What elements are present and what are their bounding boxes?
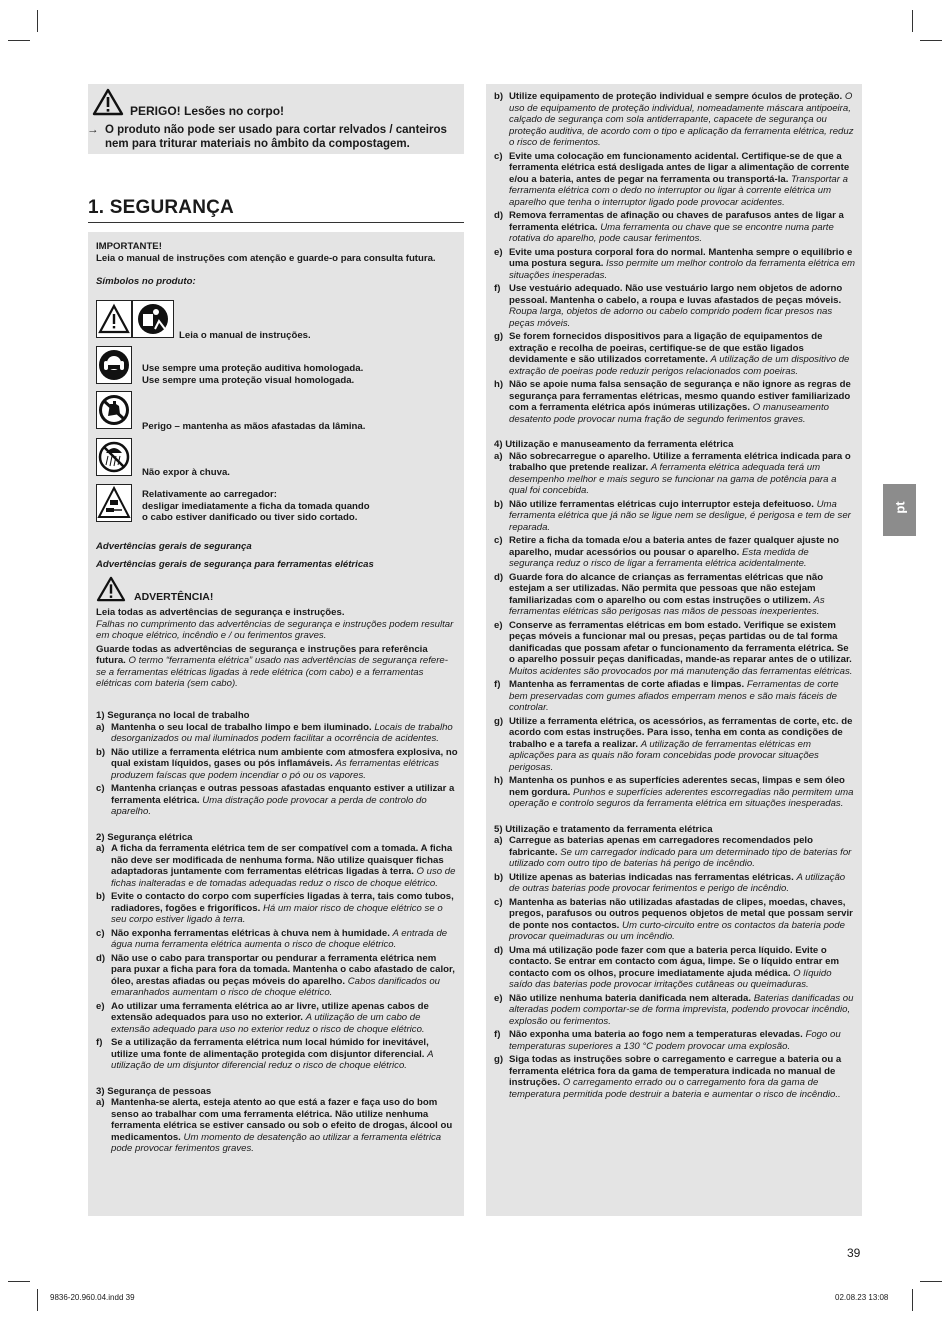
hands-away-symbol [96,391,132,429]
list-item-explanation: Punhos e superfícies aderentes escorregadias não permitem uma operação e controlo seguros da ferramenta elétrica em situações inesperadas. [509,786,854,809]
language-tab [883,484,916,536]
list-item [96,1097,458,1155]
read-manual-symbol-2 [132,300,174,338]
list-item-label: e) [494,246,503,258]
crop-mark [37,1289,38,1311]
general-body [96,607,458,690]
charger-symbol [96,484,132,522]
list-item-explanation: Fogo ou temperaturas superiores a 130 °C podem provocar uma explosão. [509,1029,841,1052]
read-manual-symbol [96,300,132,338]
list-item-instruction: Uma má utilização pode fazer com que a bateria perca líquido. Evite o contacto. Se entrar em contacto com água, limpe. Se o líquido entrar em contacto com os olhos, procure imediatamente ajuda médica. [509,944,839,979]
list-item-label: f) [96,1037,103,1048]
list-item [494,572,856,618]
list-item-label: h) [494,379,504,390]
list-item [494,151,856,209]
list-item-label: c) [494,150,503,162]
list-item [494,247,856,282]
list-item [494,945,856,991]
warning-triangle-icon [97,301,131,337]
list-item [96,722,458,745]
list-item-explanation: Isso permite um melhor controlo da ferramenta elétrica em situações inesperadas. [509,258,856,281]
list-item-instruction: Utilize equipamento de proteção individual e sempre óculos de proteção. [509,91,843,102]
list-item [494,1029,856,1052]
right-sections [494,91,856,1102]
list-item-instruction: Não utilize ferramentas elétricas cujo interruptor esteja defeituoso. [509,498,814,510]
list-item [96,1001,458,1036]
list-item-explanation: Esta medida de segurança reduz o risco de ligar a ferramenta elétrica acidentalmente. [509,546,809,569]
danger-title: PERIGO! Lesões no corpo! [130,104,285,118]
important-title: IMPORTANTE! [96,241,162,252]
eye-protection-text: Use sempre uma proteção visual homologada. [142,374,355,386]
heading-rule [88,222,464,223]
list-item-explanation: Baterias danificadas ou alteradas podem comportar-se de forma imprevista, podendo provocar incêndio, explosão ou ferimentos. [509,992,854,1027]
list-item-instruction: Evite o contacto do corpo com superfícies ligadas à terra, tais como tubos, radiadores, fogões e frigoríficos. [111,891,454,914]
list-item-label: b) [494,498,504,510]
list-item-instruction: Não utilize nenhuma bateria danificada nem alterada. [509,992,752,1004]
list-item-explanation: A utilização de um cabo de extensão adequado para uso no exterior reduz o risco de choque elétrico. [111,1012,425,1035]
list-item [494,283,856,329]
list-item [494,872,856,895]
list-item-instruction: Mantenha-se alerta, esteja atento ao que está a fazer e faça uso do bom senso ao trabalhar com uma ferramenta elétrica. Não utilize nenhuma ferramenta elétrica se estiver cansado ou sob o efeito de drogas, álcool ou medicamentos. [111,1097,453,1143]
list-item-instruction: Não sobrecarregue o aparelho. Utilize a ferramenta elétrica indicada para o trabalho que pretende realizar. [509,450,851,473]
list-item-instruction: Não utilize a ferramenta elétrica num ambiente com atmosfera explosiva, no qual existam líquidos, gases ou pós inflamáveis. [111,746,458,769]
list-item [494,775,856,810]
list-item-instruction: Mantenha crianças e outras pessoas afastadas enquanto estiver a utilizar a ferramenta elétrica. [111,783,455,806]
list-item-label: e) [96,1000,105,1012]
list-item-label: g) [494,331,504,342]
list-item-explanation: Muitos acidentes são provocados por má manutenção das ferramentas elétricas. [509,665,853,677]
subsection-title: 3) Segurança de pessoas [96,1085,212,1097]
list-item-label: a) [96,1097,105,1108]
list-item-explanation: O uso de equipamento de proteção individual, nomeadamente máscara antipoeira, calçado de segurança com sola antiderrapante, capacete de segurança ou proteção auditiva, de acordo com o tipo e aplicação da ferramenta elétrica, reduz o risco de ferimentos. [509,91,854,148]
arrow-icon: → [87,124,99,136]
subsection-title: 5) Utilização e tratamento da ferramenta elétrica [494,823,713,835]
list-item-explanation: A utilização de ferramentas elétricas em aplicações para as quais não foram concebidas pode provocar situações perigosas. [509,738,819,773]
list-item-instruction: Se a utilização da ferramenta elétrica num local húmido for inevitável, utilize uma fonte de alimentação protegida com disjuntor diferencial. [111,1037,429,1060]
list-item-explanation: A utilização de um dispositivo de extração de poeiras pode reduzir perigos relacionados com poeiras. [509,354,850,377]
list-item-explanation: Cabos danificados ou emaranhados aumentam o risco de choque elétrico. [111,975,441,998]
list-item-explanation: A entrada de água numa ferramenta elétrica aumenta o risco de choque elétrico. [111,927,448,950]
list-item-explanation: Um curto-circuito entre os contactos da bateria pode provocar queimaduras ou um incêndio. [509,919,845,942]
danger-line-text: O produto não pode ser usado para cortar relvados / canteiros nem para triturar materiais no âmbito da compostagem. [105,124,447,150]
list-item [96,783,458,818]
list-item-explanation: Uma distração pode provocar a perda de controlo do aparelho. [111,794,427,817]
list-item-label: d) [96,952,106,964]
list-item [96,928,458,951]
list-item-explanation: A utilização de um disjuntor diferencial reduz o risco de choque elétrico. [111,1048,434,1071]
important-text: Leia o manual de instruções com atenção e guarde-o para consulta futura. [96,252,436,264]
crop-mark [920,40,942,41]
list-item [494,679,856,714]
list-item-instruction: Não use o cabo para transportar ou pendurar a ferramenta elétrica nem para puxar a ficha para fora da tomada. Mantenha o cabo afastado de calor, óleo, arestas afiadas ou peças móveis do aparelho. [111,952,455,987]
crop-mark [912,1289,913,1311]
list-item [494,993,856,1028]
list-item-explanation: Ferramentas de corte bem preservadas com gumes afiados emperram menos e são mais fáceis de controlar. [509,679,839,713]
list-item-instruction: Carregue as baterias apenas em carregadores recomendados pelo fabricante. [509,835,813,858]
list-item [96,1037,458,1072]
list-item-label: b) [494,91,504,102]
list-item-label: a) [96,843,105,854]
crop-mark [8,1281,30,1282]
warning-label: ADVERTÊNCIA! [134,591,214,603]
list-item-label: d) [494,944,504,956]
page-number: 39 [847,1246,861,1260]
charger-warning-icon [97,485,131,521]
left-sections [96,710,458,1157]
list-item-explanation: Se um carregador indicado para um determinado tipo de baterias for utilizado com outro tipo de baterias há perigo de incêndio. [509,846,852,869]
list-item-explanation: A ferramenta elétrica adequada terá um desempenho melhor e mais seguro se funcionar na gama de potência para a qual foi concebida. [509,462,837,496]
symbol-text: Não expor à chuva. [142,467,230,478]
list-item-explanation: Locais de trabalho desorganizados ou mal iluminados podem facilitar a ocorrência de acidentes. [111,721,453,744]
symbol-text [142,489,370,524]
symbol-text: Leia o manual de instruções. [179,330,311,341]
list-item-instruction: Ao utilizar uma ferramenta elétrica ao ar livre, utilize apenas cabos de extensão adequados para uso no exterior. [111,1000,429,1023]
list-item [494,210,856,245]
list-item-label: a) [494,450,503,462]
list-item-label: g) [494,715,504,727]
list-item-explanation: O uso de fichas inalteradas e de tomadas adequadas reduz o risco de choque elétrico. [111,866,456,889]
list-item-label: b) [96,746,106,758]
list-item-label: f) [494,1029,501,1040]
list-item-instruction: Siga todas as instruções sobre o carregamento e carregue a bateria ou a ferramenta elétrica fora da gama de temperatura indicada no manual de instruções. [509,1054,842,1088]
list-item-explanation: O líquido saído das baterias pode provocar irritações cutâneas ou queimaduras. [509,967,832,990]
no-rain-symbol [96,438,132,476]
list-item-label: f) [494,679,501,690]
list-item-instruction: Mantenha os punhos e as superfícies aderentes secas, limpas e sem óleo nem gordura. [509,775,845,798]
ear-protection-text: Use sempre uma proteção auditiva homologada. [142,363,364,374]
no-rain-icon [97,439,131,475]
list-item-label: a) [494,835,503,846]
list-item-instruction: Não se apoie numa falsa sensação de segurança e não ignore as regras de segurança para ferramentas elétricas, mesmo quando estiver familiarizado com a ferramenta elétrica após inúmeras utilizações. [509,379,851,413]
section-heading: 1. SEGURANÇA [88,197,234,218]
crop-mark [920,1281,942,1282]
list-item-instruction: Evite uma colocação em funcionamento acidental. Certifique-se de que a ferramenta elétrica está desligada antes de ligar a alimentação de corrente e/ou a bateria, antes de pegar na ferramenta ou transportá-la. [509,150,850,185]
list-item [494,897,856,943]
charger-text-3: o cabo estiver danificado ou tiver sido cortado. [142,512,358,523]
list-item [494,535,856,570]
symbol-text [142,363,363,386]
ear-eye-protection-icon [97,347,131,383]
list-item [494,451,856,497]
list-item-label: c) [96,927,105,939]
list-item [96,843,458,889]
list-item-instruction: Use vestuário adequado. Não use vestuário largo nem objetos de adorno pessoal. Mantenha o cabelo, a roupa e luvas afastados de peças móveis. [509,283,843,306]
list-item-instruction: Utilize a ferramenta elétrica, os acessórios, as ferramentas de corte, etc. de acordo com estas instruções. Para isso, tenha em conta as condições de trabalho e a tarefa a realizar. [509,715,853,750]
list-item-explanation: Uma ferramenta ou chave que se encontre numa parte rotativa do aparelho, pode causar ferimentos. [509,221,834,244]
list-item-label: d) [494,571,504,583]
list-item [96,953,458,999]
language-tab-label: pt [892,501,908,514]
keep-italic: O termo “ferramenta elétrica” usado nas advertências de segurança refere-se a ferramentas elétricas ligadas à rede elétrica (com cabo) e a ferramentas elétricas com bateria (sem cabo). [96,655,448,689]
crop-mark [8,40,30,41]
footer-file: 9836-20.960.04.indd 39 [50,1293,135,1302]
charger-text-1: Relativamente ao carregador: [142,489,277,500]
general-warnings [96,541,458,570]
crop-mark [912,10,913,32]
list-item [494,620,856,678]
list-item-instruction: Não exponha uma bateria ao fogo nem a temperaturas elevadas. [509,1029,803,1040]
list-item [494,1054,856,1100]
list-item-explanation: Transportar a ferramenta elétrica com o dedo no interruptor ou ligar à corrente elétrica um aparelho que tenha o interruptor ligado pode provocar acidentes. [509,173,848,208]
list-item-label: h) [494,775,504,786]
general-title-1: Advertências gerais de segurança [96,541,252,552]
subsection-title: 4) Utilização e manuseamento da ferramenta elétrica [494,439,734,450]
footer-date: 02.08.23 13:08 [835,1293,889,1302]
danger-instruction [87,123,462,151]
keep-hands-away-icon [97,392,131,428]
list-item-instruction: Mantenha o seu local de trabalho limpo e bem iluminado. [111,721,372,733]
list-item-explanation: Uma ferramenta elétrica que já não se ligue nem se desligue, é perigosa e tem de ser reparada. [509,498,851,533]
list-item-explanation: As ferramentas elétricas produzem faíscas que podem incendiar o pó ou os vapores. [111,758,439,781]
list-item [494,835,856,870]
list-item [96,747,458,782]
subsection-title: 2) Segurança elétrica [96,831,193,843]
list-item-instruction: Mantenha as ferramentas de corte afiadas e limpas. [509,679,745,690]
list-item-explanation: As ferramentas elétricas são perigosas nas mãos de pessoas inexperientes. [509,594,825,617]
symbol-text: Perigo – mantenha as mãos afastadas da lâmina. [142,421,366,432]
list-item [494,379,856,425]
symbols-title: Símbolos no produto: [96,276,196,287]
list-item-instruction: Evite uma postura corporal fora do normal. Mantenha sempre o equilíbrio e uma postura segura. [509,246,853,269]
read-italic: Falhas no cumprimento das advertências de segurança e instruções podem resultar em choque elétrico, incêndio e / ou ferimentos graves. [96,618,454,641]
list-item-instruction: Utilize apenas as baterias indicadas nas ferramentas elétricas. [509,871,794,883]
list-item-instruction: Retire a ficha da tomada e/ou a bateria antes de fazer qualquer ajuste no aparelho, mudar acessórios ou pousar o aparelho. [509,535,840,558]
list-item-explanation: A utilização de outras baterias pode provocar ferimentos e perigo de incêndio. [509,871,846,894]
subsection-title: 1) Segurança no local de trabalho [96,710,250,721]
list-item-explanation: Há um maior risco de choque elétrico se o seu corpo estiver ligado à terra. [111,902,443,925]
list-item [494,331,856,377]
list-item-label: g) [494,1054,504,1065]
list-item-instruction: Conserve as ferramentas elétricas em bom estado. Verifique se existem peças móveis a funcionar mal ou presas, peças partidas ou de tal forma danificadas que possam afetar o funcionamento da ferramenta elétrica. Se o aparelho possuir peças danificadas, mande-as reparar antes de o utilizar. [509,619,852,665]
list-item [494,499,856,534]
list-item-label: f) [494,283,501,294]
list-item-label: e) [494,619,503,631]
list-item-instruction: Mantenha as baterias não utilizadas afastadas de clipes, moedas, chaves, pregos, parafusos ou outros pequenos objetos de metal que possam servir de ponte nos contactos. [509,896,853,931]
list-item-instruction: Não exponha ferramentas elétricas à chuva nem à humidade. [111,927,390,939]
charger-text-2: desligar imediatamente a ficha da tomada quando [142,500,370,512]
list-item [494,716,856,774]
crop-mark [37,10,38,32]
ear-eye-symbol [96,346,132,384]
list-item-label: b) [494,871,504,883]
list-item-explanation: Roupa larga, objetos de adorno ou cabelo comprido podem ficar presos nas peças móveis. [509,306,833,329]
warning-triangle-icon [96,576,126,602]
list-item-label: a) [96,721,105,733]
list-item-label: c) [96,783,105,794]
list-item-instruction: Guarde fora do alcance de crianças as ferramentas elétricas que não estejam a ser utilizadas. Não permita que pessoas que não estejam familiarizadas com o aparelho ou com estas instruções o utilizem. [509,571,824,606]
general-title-2: Advertências gerais de segurança para ferramentas elétricas [96,558,374,570]
list-item [96,891,458,926]
list-item-instruction: A ficha da ferramenta elétrica tem de ser compatível com a tomada. A ficha não deve ser modificada de nenhuma forma. Não utilize quaisquer fichas adaptadoras juntamente com ferramentas elétricas ligadas à terra. [111,843,453,877]
list-item-label: b) [96,891,106,902]
list-item-label: d) [494,210,504,221]
list-item [494,91,856,149]
list-item-explanation: Um momento de desatenção ao utilizar a ferramenta elétrica pode provocar ferimentos graves. [111,1131,442,1154]
important-block [96,241,460,288]
warning-triangle-icon [92,88,124,116]
read-bold: Leia todas as advertências de segurança e instruções. [96,607,345,618]
list-item-label: c) [494,896,503,908]
list-item-explanation: O carregamento errado ou o carregamento fora da gama de temperatura permitida pode destruir a bateria e aumentar o risco de incêndio.. [509,1077,841,1100]
list-item-label: e) [494,992,503,1004]
keep-bold: Guarde todas as advertências de segurança e instruções para referência futura. [96,643,428,666]
read-manual-icon [133,301,173,337]
list-item-instruction: Se forem fornecidos dispositivos para a ligação de equipamentos de extração e recolha de poeiras, certifique-se de que estão ligados devidamente e são utilizados corretamente. [509,331,823,365]
list-item-instruction: Remova ferramentas de afinação ou chaves de parafusos antes de ligar a ferramenta elétrica. [509,210,844,233]
list-item-label: c) [494,535,503,546]
list-item-explanation: O manuseamento desatento pode provocar numa fração de segundo ferimentos graves. [509,402,829,425]
